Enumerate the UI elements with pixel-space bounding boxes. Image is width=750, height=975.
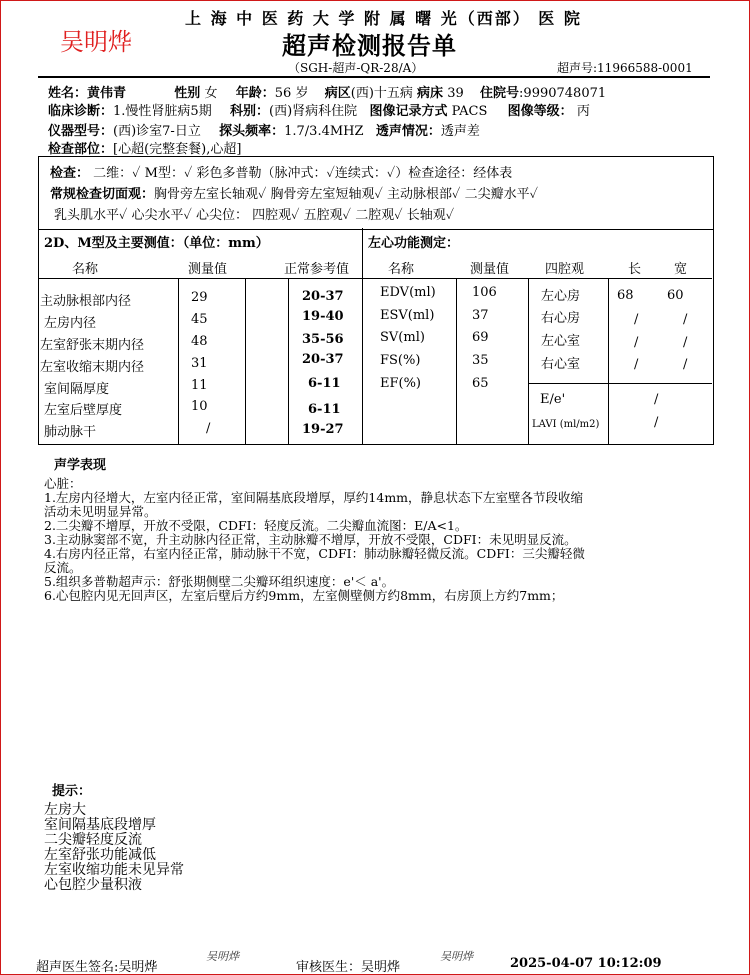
chamber-name: 右心房 bbox=[541, 311, 581, 326]
chamber-name: 右心室 bbox=[541, 357, 581, 372]
row-line bbox=[528, 383, 712, 384]
impression-line: 左室收缩功能未见异常 bbox=[44, 862, 184, 878]
inpatient-number: :9990748071 bbox=[519, 86, 607, 101]
diagnosis-row: 临床诊断：1.慢性肾脏病5期 科别：(西)肾病科住院 图像记录方式 PACS 图像等级： 丙 bbox=[48, 104, 590, 119]
record-method: PACS bbox=[451, 104, 488, 119]
col-line bbox=[178, 278, 179, 444]
patient-bed: 39 bbox=[447, 86, 464, 101]
lv-col-value: 测量值 bbox=[470, 262, 510, 277]
lv-col-width: 宽 bbox=[674, 262, 688, 277]
reviewer-handwritten-signature: 吴明烨 bbox=[440, 950, 473, 963]
finding-line: 反流。 bbox=[44, 560, 82, 575]
impression-line: 二尖瓣轻度反流 bbox=[44, 832, 142, 848]
ee-label: E/e' bbox=[540, 392, 566, 407]
finding-line: 心脏： bbox=[44, 476, 82, 491]
chamber-length: / bbox=[634, 357, 639, 372]
patient-info-row: 姓名：黄伟青 性别 女 年龄：56 岁 病区(西)十五病 病床 39 住院号:9990748071 bbox=[48, 86, 607, 101]
doctor-handwritten-signature: 吴明烨 bbox=[206, 950, 239, 963]
sound-condition: 透声差 bbox=[440, 124, 480, 139]
report-title: 超声检测报告单 bbox=[282, 31, 457, 60]
part-row: 检查部位：[心超(完整套餐),心超] bbox=[48, 142, 242, 157]
findings-list bbox=[44, 477, 585, 603]
views-line-2: 乳头肌水平✓ 心尖水平✓ 心尖位： 四腔观✓ 五腔观✓ 二腔观✓ 长轴观✓ bbox=[54, 208, 455, 223]
doctor-name: 吴明烨 bbox=[118, 960, 158, 975]
chamber-width: 60 bbox=[667, 288, 684, 303]
lv-value: 65 bbox=[472, 376, 489, 391]
finding-line: 6.心包腔内见无回声区，左室后壁后方约9mm，左室侧壁侧方约8mm，右房顶上方约7mm； bbox=[44, 588, 564, 603]
chamber-width: / bbox=[683, 335, 688, 350]
chamber-width: / bbox=[683, 357, 688, 372]
chamber-length: / bbox=[634, 312, 639, 327]
device-model: (西)诊室7-日立 bbox=[113, 124, 201, 139]
col-line bbox=[608, 278, 609, 444]
finding-line: 5.组织多普勒超声示：舒张期侧壁二尖瓣环组织速度：e'＜ a'。 bbox=[44, 574, 395, 589]
measure-name: 左室舒张末期内径 bbox=[40, 338, 145, 353]
lv-col-length: 长 bbox=[628, 262, 642, 277]
impression-line: 左室舒张功能减低 bbox=[44, 847, 156, 863]
lv-value: 37 bbox=[472, 308, 489, 323]
impression-line: 心包腔少量积液 bbox=[44, 877, 142, 893]
table-divider bbox=[362, 228, 363, 444]
measure-name: 左室收缩末期内径 bbox=[40, 360, 145, 375]
measure-header: 2D、M型及主要测值：（单位：mm） bbox=[44, 236, 269, 251]
measure-value: 45 bbox=[191, 312, 208, 327]
finding-line: 1.左房内径增大，左室内径正常，室间隔基底段增厚，厚约14mm，静息状态下左室壁各节段收缩 bbox=[44, 490, 584, 505]
col-ref: 正常参考值 bbox=[284, 262, 350, 277]
measure-name: 左房内径 bbox=[44, 316, 97, 331]
lv-value: 106 bbox=[472, 285, 497, 300]
col-line bbox=[288, 278, 289, 444]
measure-value: / bbox=[206, 421, 211, 436]
views-line-1: 常规检查切面观：胸骨旁左室长轴观✓ 胸骨旁左室短轴观✓ 主动脉根部✓ 二尖瓣水平✓ bbox=[50, 187, 538, 202]
chamber-length: / bbox=[634, 335, 639, 350]
measure-ref: 20-37 bbox=[302, 289, 344, 304]
chamber-width: / bbox=[683, 312, 688, 327]
device-row: 仪器型号：(西)诊室7-日立 探头频率：1.7/3.4MHZ 透声情况：透声差 bbox=[48, 124, 480, 139]
patient-name: 姓名：黄伟青 bbox=[48, 86, 127, 101]
measure-ref: 20-37 bbox=[302, 352, 344, 367]
exam-methods: 检查： 二维：✓ M型：✓ 彩色多普勒（脉冲式：✓连续式：✓）检查途径：经体表 bbox=[50, 166, 513, 181]
measure-ref: 35-56 bbox=[302, 332, 344, 347]
impression-line: 室间隔基底段增厚 bbox=[44, 817, 156, 833]
measure-ref: 6-11 bbox=[308, 402, 341, 417]
measure-value: 10 bbox=[191, 399, 208, 414]
measure-ref: 19-40 bbox=[302, 309, 344, 324]
impression-header: 提示： bbox=[52, 784, 92, 799]
doctor-signature-line: 超声医生签名:吴明烨 bbox=[36, 960, 158, 975]
chamber-name: 左心房 bbox=[541, 289, 581, 304]
finding-line: 4.右房内径正常，右室内径正常，肺动脉干不宽，CDFI：肺动脉瓣轻微反流。CDFI：三尖瓣轻微 bbox=[44, 546, 585, 561]
measure-name: 左室后壁厚度 bbox=[44, 403, 123, 418]
reviewer-name: 吴明烨 bbox=[361, 960, 401, 975]
measure-name: 肺动脉干 bbox=[44, 425, 97, 440]
lv-name: FS(%) bbox=[380, 353, 421, 368]
patient-age: 56 岁 bbox=[274, 86, 309, 101]
impression-line: 左房大 bbox=[44, 802, 86, 818]
measure-ref: 19-27 bbox=[302, 422, 344, 437]
lv-col-chamber: 四腔观 bbox=[545, 262, 585, 277]
col-name: 名称 bbox=[72, 262, 99, 277]
department: (西)肾病科住院 bbox=[269, 104, 358, 119]
image-grade: 丙 bbox=[576, 104, 590, 119]
finding-line: 3.主动脉窦部不宽，升主动脉内径正常，主动脉瓣不增厚，开放不受限，CDFI：未见明显反流。 bbox=[44, 532, 577, 547]
lv-name: EF(%) bbox=[380, 376, 422, 391]
ee-value: / bbox=[654, 392, 659, 407]
measure-value: 48 bbox=[191, 334, 208, 349]
lv-name: EDV(ml) bbox=[380, 285, 436, 300]
lv-name: ESV(ml) bbox=[380, 308, 435, 323]
header-rule bbox=[38, 76, 710, 78]
ultrasound-number: 超声号:11966588-0001 bbox=[557, 61, 693, 75]
lv-value: 35 bbox=[472, 353, 489, 368]
patient-ward: (西)十五病 bbox=[350, 86, 413, 101]
col-line bbox=[528, 278, 529, 444]
measure-name: 主动脉根部内径 bbox=[40, 294, 132, 309]
impression-list bbox=[44, 803, 184, 893]
measure-value: 31 bbox=[191, 356, 208, 371]
exam-part: [心超(完整套餐),心超] bbox=[113, 142, 242, 157]
probe-frequency: 1.7/3.4MHZ bbox=[284, 124, 364, 139]
measure-value: 29 bbox=[191, 290, 208, 305]
lv-col-name: 名称 bbox=[388, 262, 415, 277]
lv-name: SV(ml) bbox=[380, 330, 425, 345]
measure-ref: 6-11 bbox=[308, 376, 341, 391]
report-datetime: 2025-04-07 10:12:09 bbox=[510, 956, 662, 971]
table-header-rule bbox=[38, 278, 712, 279]
lv-value: 69 bbox=[472, 330, 489, 345]
lavi-value: / bbox=[654, 415, 659, 430]
measure-value: 11 bbox=[191, 378, 208, 393]
clinical-diagnosis: 1.慢性肾脏病5期 bbox=[113, 104, 212, 119]
findings-header: 声学表现 bbox=[54, 458, 107, 473]
col-value: 测量值 bbox=[188, 262, 228, 277]
lv-header: 左心功能测定： bbox=[368, 236, 460, 251]
reviewer-signature-line: 审核医生：吴明烨 bbox=[296, 960, 401, 975]
finding-line: 2.二尖瓣不增厚，开放不受限，CDFI：轻度反流。二尖瓣血流图：E/A<1。 bbox=[44, 518, 468, 533]
finding-line: 活动未见明显异常。 bbox=[44, 504, 157, 519]
measure-name: 室间隔厚度 bbox=[44, 382, 110, 397]
doctor-stamp: 吴明烨 bbox=[60, 28, 132, 56]
form-code: （SGH-超声-QR-28/A） bbox=[288, 61, 424, 75]
chamber-length: 68 bbox=[617, 288, 634, 303]
lavi-label: LAVI (ml/m2) bbox=[532, 419, 600, 430]
chamber-name: 左心室 bbox=[541, 334, 581, 349]
hospital-name: 上 海 中 医 药 大 学 附 属 曙 光（西部） 医 院 bbox=[185, 9, 582, 28]
patient-sex: 女 bbox=[204, 86, 218, 101]
col-line bbox=[456, 278, 457, 444]
col-line bbox=[245, 278, 246, 444]
